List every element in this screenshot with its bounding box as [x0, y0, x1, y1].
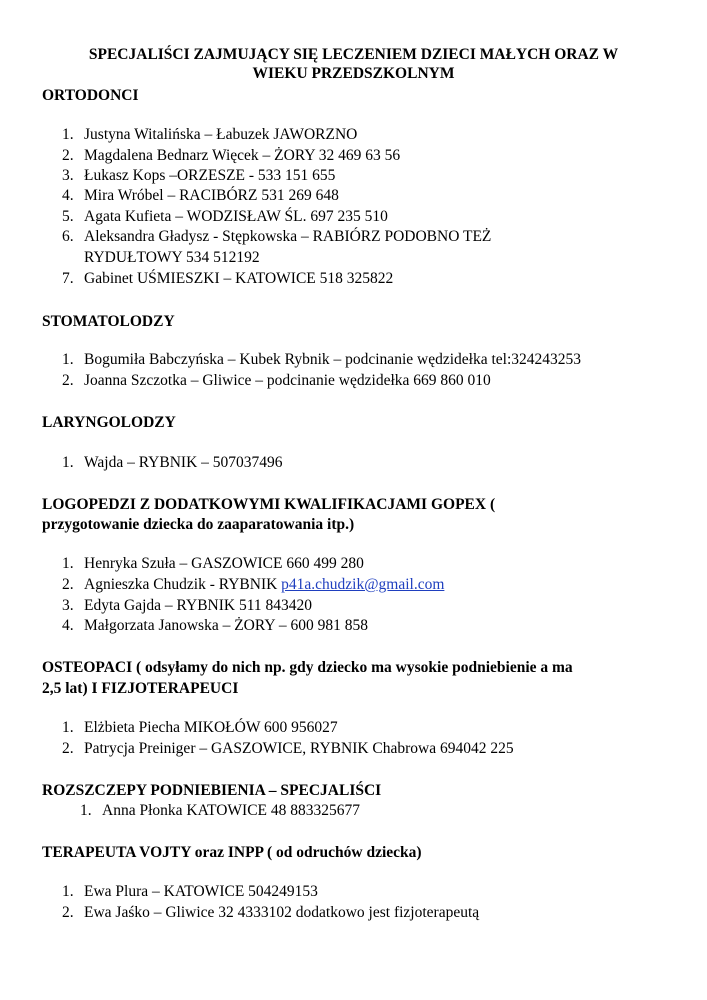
list-number: 1. — [62, 351, 74, 368]
list-item — [62, 166, 335, 186]
list-number: 4. — [62, 617, 74, 634]
heading-osteopaci-line-1: OSTEOPACI ( odsyłamy do nich np. gdy dziecko ma wysokie podniebienie a ma — [42, 659, 573, 676]
heading-laryngolodzy: LARYNGOLODZY — [42, 414, 176, 431]
document-title — [40, 45, 667, 83]
list-text: Elżbieta Piecha MIKOŁÓW 600 956027 — [84, 719, 338, 736]
heading-terapeuta: TERAPEUTA VOJTY oraz INPP ( od odruchów dziecka) — [42, 844, 422, 861]
list-item — [62, 882, 318, 902]
list-text: Agnieszka Chudzik - RYBNIK — [84, 576, 282, 593]
list-item — [62, 596, 312, 616]
list-text: Małgorzata Janowska – ŻORY – 600 981 858 — [84, 617, 368, 634]
list-text: Aleksandra Gładysz - Stępkowska – RABIÓRZ PODOBNO TEŻ — [84, 228, 492, 245]
list-text: Ewa Jaśko – Gliwice 32 4333102 dodatkowo jest fizjoterapeutą — [84, 904, 480, 921]
list-number: 6. — [62, 228, 74, 245]
list-number: 4. — [62, 187, 74, 204]
title-line-1: SPECJALIŚCI ZAJMUJĄCY SIĘ LECZENIEM DZIECI MAŁYCH ORAZ W — [88, 46, 619, 63]
list-number: 1. — [62, 454, 74, 471]
heading-ortodonci: ORTODONCI — [42, 87, 139, 104]
list-item — [62, 146, 400, 166]
list-item — [62, 453, 283, 473]
heading-osteopaci-line-2: 2,5 lat) I FIZJOTERAPEUCI — [42, 680, 239, 697]
heading-rozszczepy: ROZSZCZEPY PODNIEBIENIA – SPECJALIŚCI — [42, 782, 382, 799]
list-number: 5. — [62, 208, 74, 225]
list-number: 2. — [62, 576, 74, 593]
list-text: Joanna Szczotka – Gliwice – podcinanie wędzidełka 669 860 010 — [84, 372, 491, 389]
list-number: 1. — [62, 126, 74, 143]
list-text: Gabinet UŚMIESZKI – KATOWICE 518 325822 — [84, 270, 394, 287]
list-number: 1. — [62, 555, 74, 572]
list-text: Magdalena Bednarz Więcek – ŻORY 32 469 63 56 — [84, 147, 401, 164]
list-text: Łukasz Kops –ORZESZE - 533 151 655 — [84, 167, 336, 184]
list-item — [62, 371, 491, 391]
list-item — [62, 186, 339, 206]
list-item-continuation: RYDUŁTOWY 534 512192 — [84, 249, 260, 266]
list-item — [62, 227, 491, 247]
list-text: Mira Wróbel – RACIBÓRZ 531 269 648 — [84, 187, 339, 204]
heading-stomatolodzy: STOMATOLODZY — [42, 313, 175, 330]
list-number: 3. — [62, 167, 74, 184]
list-text: Bogumiła Babczyńska – Kubek Rybnik – podcinanie wędzidełka tel:324243253 — [84, 351, 581, 368]
list-number: 2. — [62, 740, 74, 757]
list-item — [62, 350, 581, 370]
list-number: 3. — [62, 597, 74, 614]
list-item — [62, 554, 364, 574]
list-number: 2. — [62, 904, 74, 921]
list-number: 1. — [62, 883, 74, 900]
list-number: 1. — [62, 719, 74, 736]
list-text: Agata Kufieta – WODZISŁAW ŚL. 697 235 510 — [84, 208, 388, 225]
list-text: Anna Płonka KATOWICE 48 883325677 — [102, 802, 361, 819]
list-text: Henryka Szuła – GASZOWICE 660 499 280 — [84, 555, 364, 572]
heading-logopedzi-line-1: LOGOPEDZI Z DODATKOWYMI KWALIFIKACJAMI GOPEX ( — [42, 496, 496, 513]
email-link[interactable]: p41a.chudzik@gmail.com — [281, 576, 445, 593]
list-number: 7. — [62, 270, 74, 287]
list-item — [62, 616, 368, 636]
list-text: Justyna Witalińska – Łabuzek JAWORZNO — [84, 126, 358, 143]
list-number: 2. — [62, 147, 74, 164]
list-text: Ewa Plura – KATOWICE 504249153 — [84, 883, 318, 900]
heading-logopedzi-line-2: przygotowanie dziecka do zaaparatowania itp.) — [42, 516, 355, 533]
list-item — [62, 718, 338, 738]
list-text: Wajda – RYBNIK – 507037496 — [84, 454, 283, 471]
title-line-2: WIEKU PRZEDSZKOLNYM — [252, 65, 455, 82]
list-item — [62, 125, 357, 145]
list-item — [62, 903, 479, 923]
list-number: 2. — [62, 372, 74, 389]
list-item — [62, 269, 393, 289]
list-number: 1. — [80, 802, 92, 819]
list-item — [80, 801, 360, 821]
list-item — [62, 207, 388, 227]
list-item — [62, 739, 514, 759]
list-text: Edyta Gajda – RYBNIK 511 843420 — [84, 597, 313, 614]
list-item — [62, 575, 444, 595]
list-text: Patrycja Preiniger – GASZOWICE, RYBNIK Chabrowa 694042 225 — [84, 740, 514, 757]
